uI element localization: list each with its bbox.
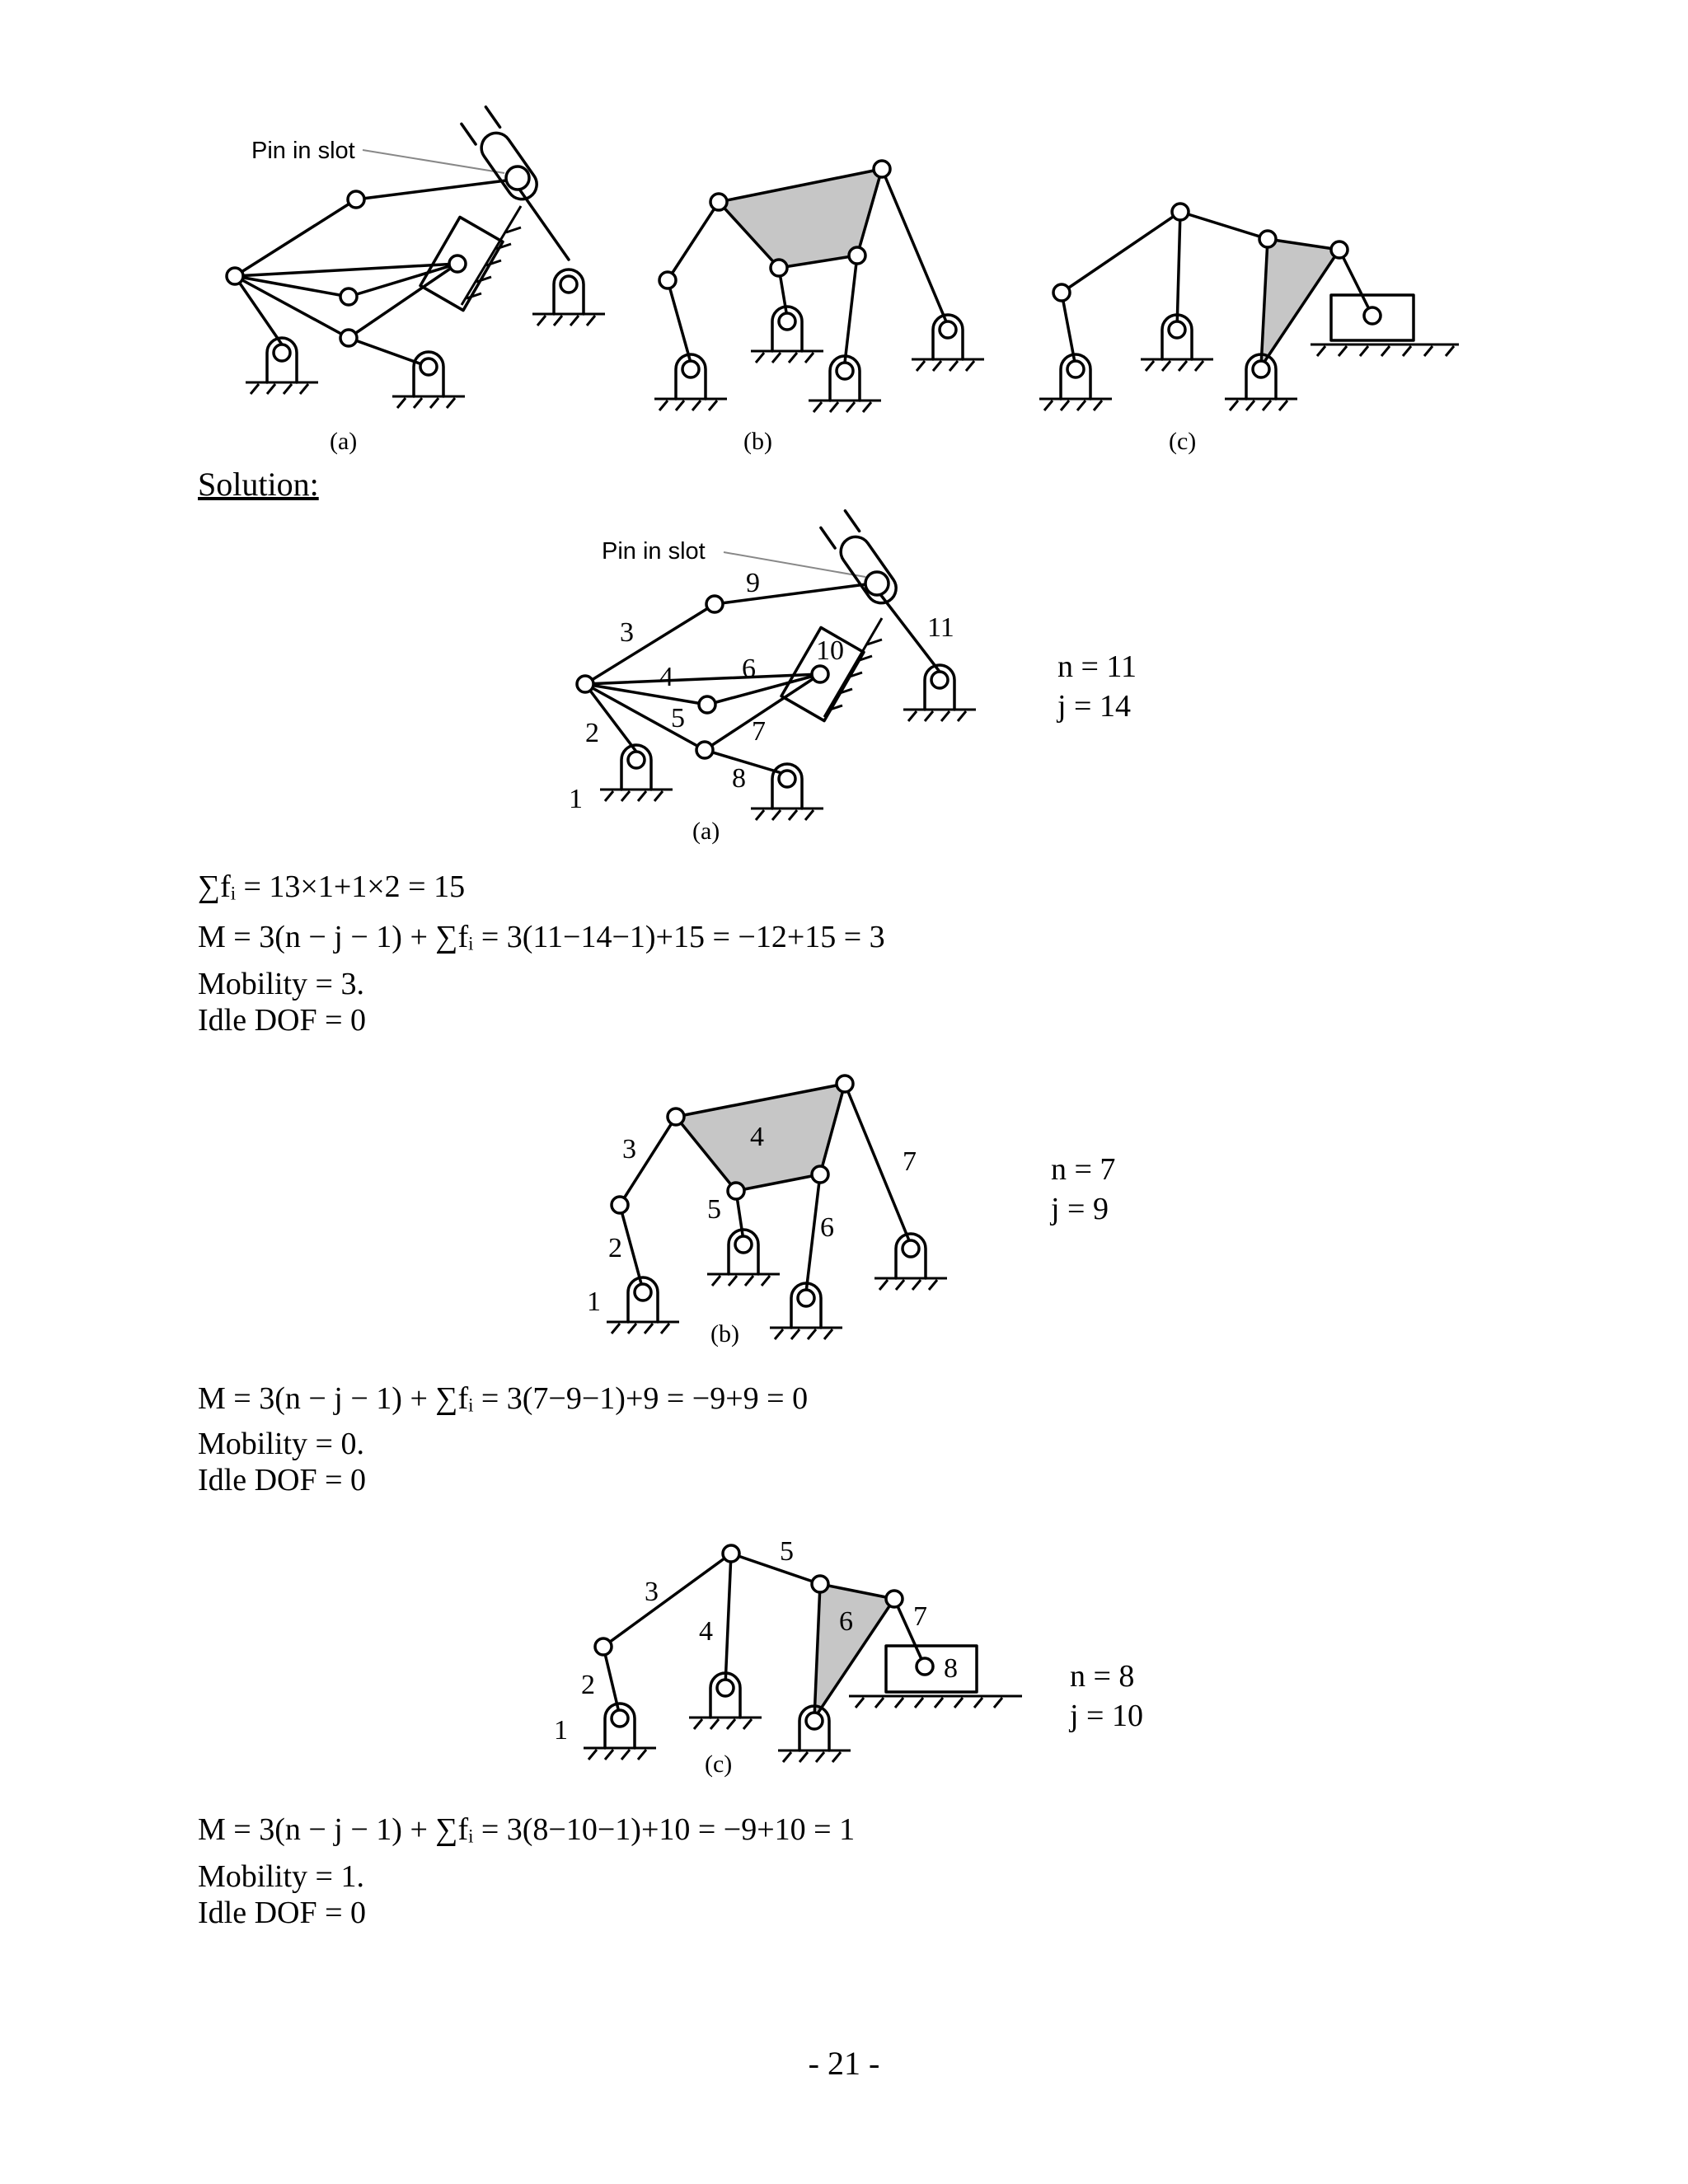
link-label: 9: [746, 568, 760, 598]
solution-figure-c: [554, 1536, 1022, 1778]
link-label: 8: [732, 763, 746, 794]
mobility-result-a: Mobility = 3.: [198, 967, 364, 1001]
figure-caption-sol-a: (a): [692, 818, 720, 845]
sum-fi-line-a: ∑fᵢ = 13×1+1×2 = 15: [198, 869, 466, 904]
link-label: 5: [707, 1194, 721, 1225]
figure-caption-b: (b): [743, 428, 772, 455]
n-value-b: n = 7: [1051, 1152, 1116, 1187]
link-label: 6: [742, 654, 756, 684]
problem-figure-a: [227, 107, 605, 455]
mobility-result-b: Mobility = 0.: [198, 1427, 364, 1461]
link-label: 7: [752, 716, 766, 747]
figure-caption-sol-c: (c): [705, 1750, 733, 1778]
link-label: 8: [944, 1653, 958, 1684]
link-label: 2: [608, 1233, 622, 1263]
j-value-c: j = 10: [1070, 1699, 1143, 1733]
mobility-equation-c: M = 3(n − j − 1) + ∑fᵢ = 3(8−10−1)+10 = −9+10 = 1: [198, 1812, 856, 1847]
j-value-a: j = 14: [1057, 689, 1131, 724]
mobility-equation-b: M = 3(n − j − 1) + ∑fᵢ = 3(7−9−1)+9 = −9+9 = 0: [198, 1381, 809, 1416]
link-label: 1: [554, 1715, 568, 1746]
link-label: 5: [671, 703, 685, 733]
link-label: 3: [622, 1134, 636, 1165]
link-label: 2: [581, 1670, 595, 1700]
page-number: - 21 -: [808, 2045, 880, 2082]
link-label: 1: [587, 1286, 601, 1317]
solution-heading: Solution:: [198, 466, 319, 503]
link-label: 6: [820, 1212, 834, 1243]
link-label: 7: [903, 1146, 917, 1177]
link-label: 11: [927, 612, 954, 643]
problem-figure-c: [1039, 204, 1459, 455]
problem-figure-b: [654, 161, 984, 455]
link-label: 5: [780, 1536, 794, 1567]
pin-in-slot-label-a: Pin in slot: [602, 538, 706, 565]
link-label: 4: [750, 1122, 764, 1152]
link-label: 4: [659, 662, 673, 692]
idle-dof-a: Idle DOF = 0: [198, 1003, 367, 1038]
mobility-equation-a: M = 3(n − j − 1) + ∑fᵢ = 3(11−14−1)+15 = −12+15 = 3: [198, 920, 885, 954]
link-label: 7: [913, 1601, 927, 1632]
link-label: 4: [699, 1616, 713, 1647]
idle-dof-b: Idle DOF = 0: [198, 1463, 367, 1497]
link-label: 6: [839, 1606, 853, 1637]
pin-in-slot-label: Pin in slot: [251, 138, 355, 164]
solution-figure-b: [587, 1076, 947, 1347]
figure-caption-a: (a): [330, 428, 358, 455]
link-label: 3: [645, 1577, 659, 1607]
link-label: 10: [816, 635, 844, 666]
n-value-c: n = 8: [1070, 1659, 1135, 1694]
j-value-b: j = 9: [1051, 1192, 1109, 1226]
link-label: 2: [585, 718, 599, 748]
idle-dof-c: Idle DOF = 0: [198, 1896, 367, 1930]
solution-figure-a: [569, 511, 976, 845]
n-value-a: n = 11: [1057, 649, 1137, 684]
figure-caption-c: (c): [1169, 428, 1197, 455]
link-label: 1: [569, 784, 583, 814]
link-label: 3: [620, 617, 634, 648]
mobility-result-c: Mobility = 1.: [198, 1859, 364, 1894]
figure-caption-sol-b: (b): [710, 1320, 739, 1347]
